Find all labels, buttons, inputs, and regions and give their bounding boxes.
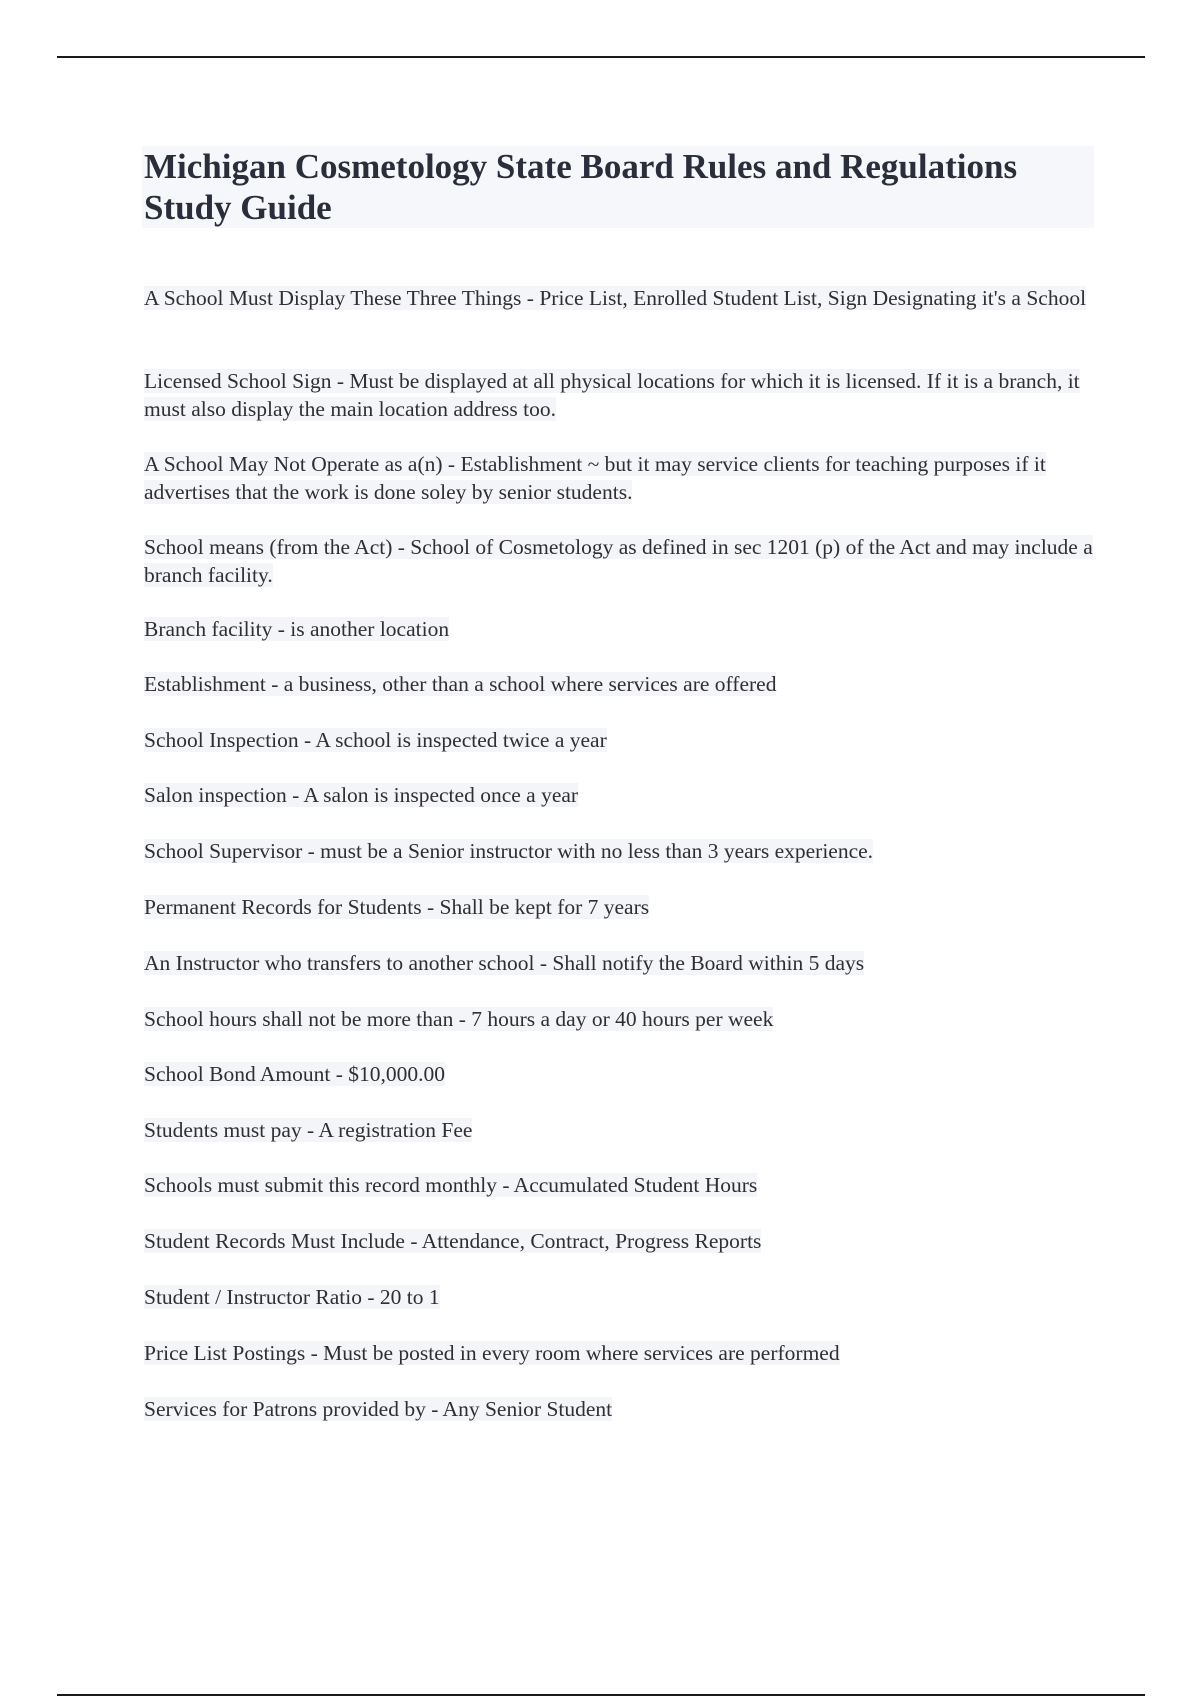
top-rule: [57, 56, 1145, 58]
list-item: An Instructor who transfers to another school - Shall notify the Board within 5 days: [144, 951, 865, 975]
list-item: Students must pay - A registration Fee: [144, 1118, 473, 1142]
list-item: Licensed School Sign - Must be displayed at all physical locations for which it is licensed. If it is a branch, it must also display the main location address too.: [144, 369, 1080, 421]
title-block: [142, 146, 1094, 228]
list-item: School Inspection - A school is inspected twice a year: [144, 728, 607, 752]
list-item: A School May Not Operate as a(n) - Establishment ~ but it may service clients for teaching purposes if it advertises that the work is done soley by senior students.: [144, 452, 1046, 504]
list-item: Price List Postings - Must be posted in every room where services are performed: [144, 1341, 840, 1365]
list-item: Permanent Records for Students - Shall be kept for 7 years: [144, 895, 650, 919]
list-item: School Supervisor - must be a Senior instructor with no less than 3 years experience.: [144, 839, 874, 863]
list-item: Student Records Must Include - Attendance, Contract, Progress Reports: [144, 1229, 762, 1253]
page-title: Michigan Cosmetology State Board Rules and Regulations Study Guide: [144, 147, 1018, 227]
list-item: Student / Instructor Ratio - 20 to 1: [144, 1285, 440, 1309]
list-item: School Bond Amount - $10,000.00: [144, 1062, 446, 1086]
bottom-rule: [57, 1694, 1145, 1696]
list-item: Schools must submit this record monthly - Accumulated Student Hours: [144, 1173, 758, 1197]
list-item: Establishment - a business, other than a school where services are offered: [144, 672, 777, 696]
list-item: Services for Patrons provided by - Any Senior Student: [144, 1397, 613, 1421]
list-item: Branch facility - is another location: [144, 617, 450, 641]
list-item: A School Must Display These Three Things - Price List, Enrolled Student List, Sign Designating it's a School: [144, 286, 1087, 310]
list-item: School means (from the Act) - School of Cosmetology as defined in sec 1201 (p) of the Act and may include a branch facility.: [144, 535, 1093, 587]
list-item: Salon inspection - A salon is inspected once a year: [144, 783, 579, 807]
list-item: School hours shall not be more than - 7 hours a day or 40 hours per week: [144, 1007, 774, 1031]
